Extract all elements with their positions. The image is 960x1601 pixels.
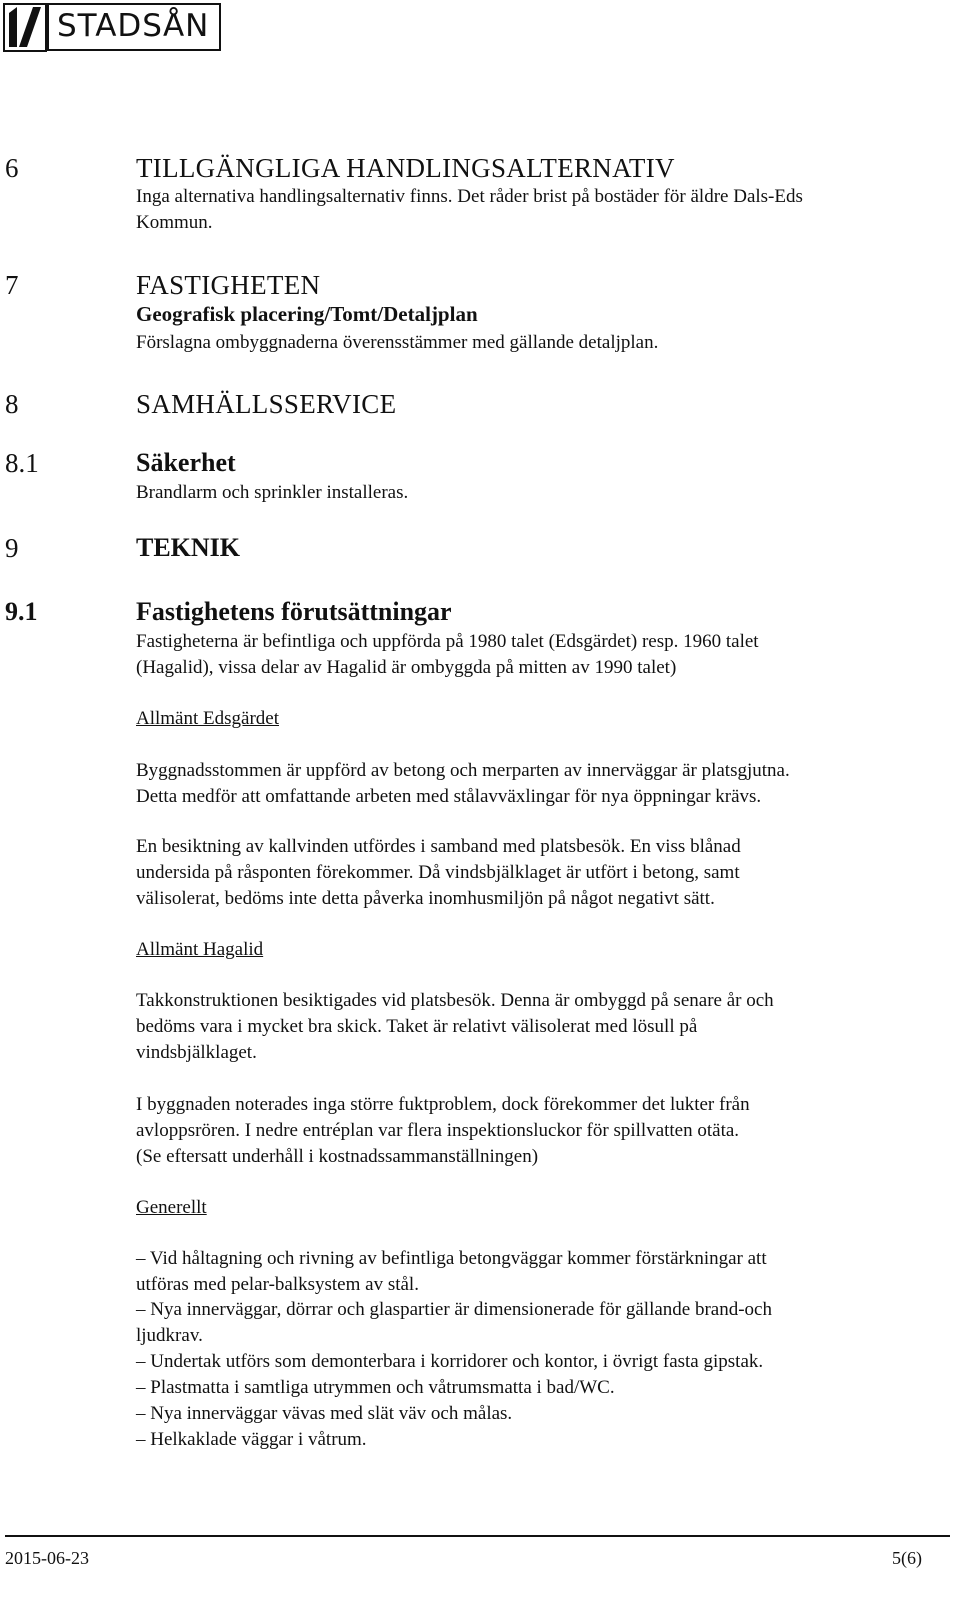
edsgardet-paragraph-1-line-2: Detta medför att omfattande arbeten med stålavväxlingar för nya öppningar krävs.: [136, 786, 762, 807]
generellt-item-2-line-2: ljudkrav.: [136, 1325, 203, 1346]
hagalid-paragraph-2-line-2: avloppsrören. I nedre entréplan var flera inspektionsluckor för spillvatten otäta.: [136, 1120, 740, 1141]
section-6-line-2: Kommun.: [136, 212, 213, 233]
section-6-number: 6: [5, 153, 19, 183]
edsgardet-paragraph-2-line-3: välisolerat, bedöms inte detta påverka inomhusmiljön på något negativt sätt.: [136, 888, 715, 909]
section-8-title: SAMHÄLLSSERVICE: [136, 389, 397, 419]
section-7-line-1: Förslagna ombyggnaderna överensstämmer med gällande detaljplan.: [136, 332, 659, 353]
hagalid-paragraph-2-line-1: I byggnaden noterades inga större fuktproblem, dock förekommer det lukter från: [136, 1094, 750, 1115]
logo-mark-icon: [3, 3, 47, 53]
section-6-title: TILLGÄNGLIGA HANDLINGSALTERNATIV: [136, 153, 675, 183]
generellt-item-5: – Nya innerväggar vävas med slät väv och målas.: [136, 1403, 513, 1424]
section-7-subtitle: Geografisk placering/Tomt/Detaljplan: [136, 302, 478, 326]
company-logo: [3, 3, 223, 57]
hagalid-paragraph-1-line-1: Takkonstruktionen besiktigades vid platsbesök. Denna är ombyggd på senare år och: [136, 990, 774, 1011]
section-9-1-line-1: Fastigheterna är befintliga och uppförda på 1980 talet (Edsgärdet) resp. 1960 talet: [136, 631, 759, 652]
section-9-1-title: Fastighetens förutsättningar: [136, 597, 452, 626]
section-6-line-1: Inga alternativa handlingsalternativ finns. Det råder brist på bostäder för äldre Dals-Eds: [136, 186, 803, 207]
logo-text: STADSÅN: [57, 8, 210, 44]
hagalid-paragraph-1-line-2: bedöms vara i mycket bra skick. Taket är relativt välisolerat med lösull på: [136, 1016, 698, 1037]
section-9-number: 9: [5, 533, 19, 563]
hagalid-paragraph-2-line-3: (Se eftersatt underhåll i kostnadssammanställningen): [136, 1146, 539, 1167]
section-9-title: TEKNIK: [136, 533, 241, 562]
generellt-item-3: – Undertak utförs som demonterbara i korridorer och kontor, i övrigt fasta gipstak.: [136, 1351, 764, 1372]
hagalid-paragraph-1-line-3: vindsbjälklaget.: [136, 1042, 257, 1063]
footer-date: 2015-06-23: [5, 1548, 89, 1568]
generellt-item-1-line-2: utföras med pelar-balksystem av stål.: [136, 1274, 419, 1295]
generellt-item-1-line-1: – Vid håltagning och rivning av befintliga betongväggar kommer förstärkningar att: [136, 1248, 767, 1269]
hagalid-heading: Allmänt Hagalid: [136, 939, 264, 960]
footer-page-number: 5(6): [892, 1548, 922, 1568]
section-7-number: 7: [5, 270, 19, 300]
section-8-number: 8: [5, 389, 19, 419]
edsgardet-paragraph-2-line-1: En besiktning av kallvinden utfördes i samband med platsbesök. En viss blånad: [136, 836, 741, 857]
generellt-item-2-line-1: – Nya innerväggar, dörrar och glaspartier är dimensionerade för gällande brand-och: [136, 1299, 772, 1320]
edsgardet-paragraph-1-line-1: Byggnadsstommen är uppförd av betong och merparten av innerväggar är platsgjutna.: [136, 760, 790, 781]
section-8-1-number: 8.1: [5, 448, 39, 478]
section-8-1-title: Säkerhet: [136, 448, 236, 477]
footer-divider: [5, 1535, 950, 1537]
section-7-title: FASTIGHETEN: [136, 270, 321, 300]
edsgardet-heading: Allmänt Edsgärdet: [136, 708, 279, 729]
section-9-1-number: 9.1: [5, 597, 38, 626]
edsgardet-paragraph-2-line-2: undersida på råsponten förekommer. Då vindsbjälklaget är utfört i betong, samt: [136, 862, 740, 883]
section-9-1-line-2: (Hagalid), vissa delar av Hagalid är ombyggda på mitten av 1990 talet): [136, 657, 677, 678]
generellt-heading: Generellt: [136, 1197, 207, 1218]
generellt-item-6: – Helkaklade väggar i våtrum.: [136, 1429, 367, 1450]
generellt-item-4: – Plastmatta i samtliga utrymmen och våtrumsmatta i bad/WC.: [136, 1377, 615, 1398]
section-8-1-line-1: Brandlarm och sprinkler installeras.: [136, 482, 409, 503]
